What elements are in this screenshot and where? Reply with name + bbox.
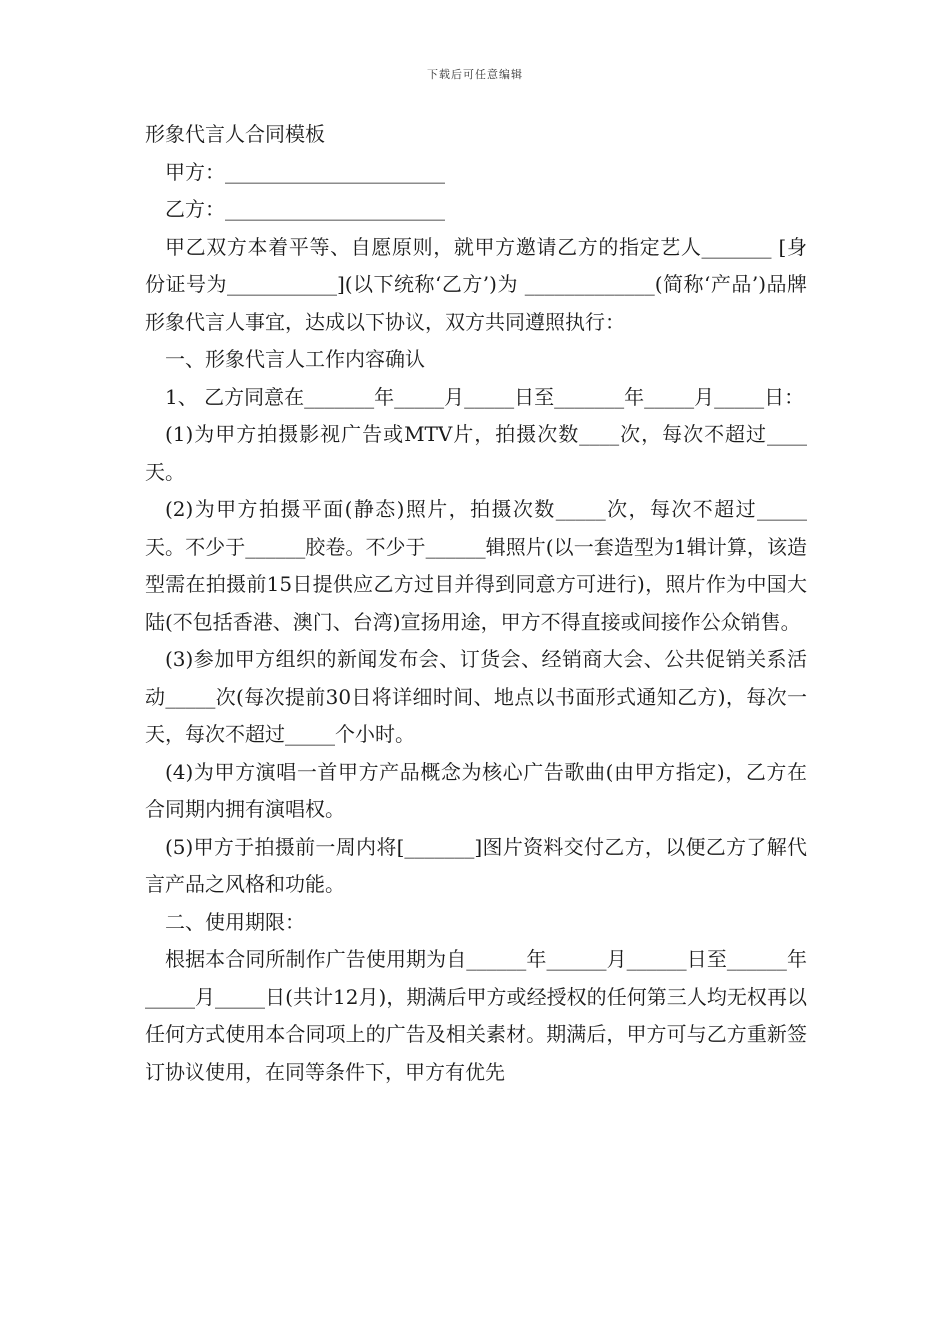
clause-1-item-1: (1)为甲方拍摄影视广告或MTV片，拍摄次数____次，每次不超过____天。 [145,422,807,484]
clause-1-period: 1、 乙方同意在_______年_____月_____日至_______年_____月_____日： [165,384,805,409]
usage-period-paragraph: 根据本合同所制作广告使用期为自______年______月______日至______年_____月_____日(共计12月)，期满后甲方或经授权的任何第三人均无权再以任何方式使用本合同项上的广告及相关素材。期满后，甲方可与乙方重新签订协议使用，在同等条件下，甲方有优先 [145,947,807,1084]
document-body [145,116,807,1091]
party-b-line: 乙方：______________________ [165,197,445,221]
party-a-line: 甲方：______________________ [165,159,445,184]
clause-1-item-4: (4)为甲方演唱一首甲方产品概念为核心广告歌曲(由甲方指定)，乙方在合同期内拥有演唱权。 [145,759,807,821]
section-heading-work-content: 一、形象代言人工作内容确认 [165,347,425,371]
document-title: 形象代言人合同模板 [145,122,325,146]
clause-1-item-3: (3)参加甲方组织的新闻发布会、订货会、经销商大会、公共促销关系活动_____次(每次提前30日将详细时间、地点以书面形式通知乙方)，每次一天，每次不超过_____个小时。 [145,647,807,746]
preamble-paragraph: 甲乙双方本着平等、自愿原则，就甲方邀请乙方的指定艺人_______ [身份证号为___________](以下统称‘乙方’)为 _____________(简称‘产品’)品牌形象代言人事宜，达成以下协议，双方共同遵照执行： [145,234,807,334]
section-heading-usage-period: 二、使用期限： [165,909,305,934]
clause-1-item-5: (5)甲方于拍摄前一周内将[_______]图片资料交付乙方，以便乙方了解代言产品之风格和功能。 [145,834,807,896]
page-header-note: 下载后可任意编辑 [427,68,523,81]
clause-1-item-2: (2)为甲方拍摄平面(静态)照片，拍摄次数_____次，每次不超过_____天。不少于______胶卷。不少于______辑照片(以一套造型为1辑计算，该造型需在拍摄前15日提供应乙方过目并得到同意方可进行)，照片作为中国大陆(不包括香港、澳门、台湾)宣扬用途，甲方不得直接或间接作公众销售。 [145,497,807,634]
